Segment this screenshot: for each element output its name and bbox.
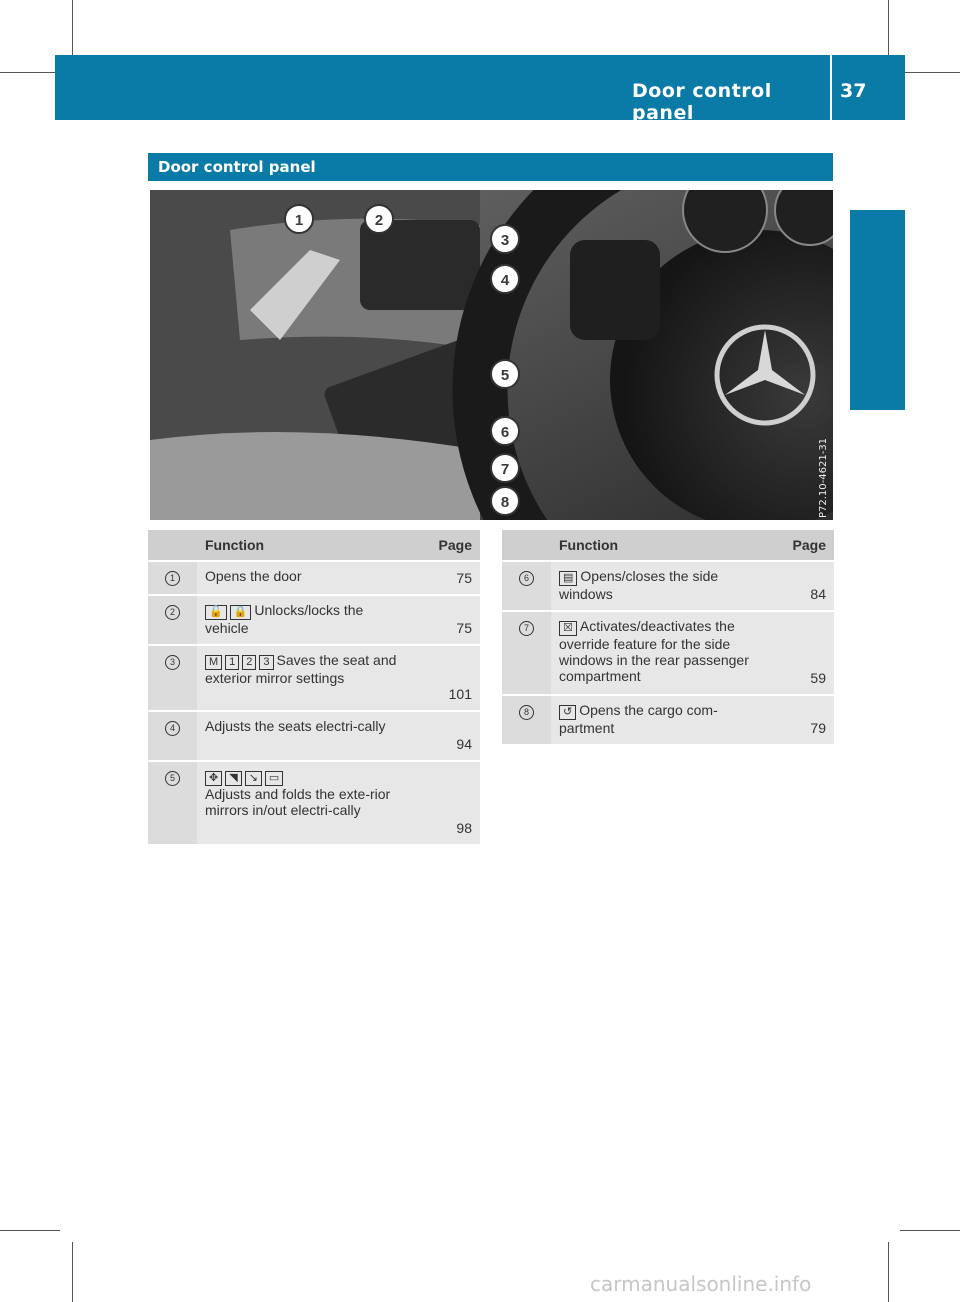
crop-mark [0, 72, 60, 73]
crop-mark [900, 72, 960, 73]
crop-mark [0, 1230, 60, 1231]
memory-m-button: M [205, 655, 222, 670]
row-number: 6 [502, 562, 551, 612]
row-function: ↺ Opens the cargo com-partment [551, 696, 772, 746]
row-number: 8 [502, 696, 551, 746]
crop-mark [72, 1242, 73, 1302]
fold-mirror-icon: ▭ [265, 771, 283, 786]
row-page: 94 [418, 712, 480, 762]
row-page: 101 [418, 646, 480, 712]
table-row [502, 612, 834, 696]
callout-4: 4 [490, 264, 520, 294]
window-icon: ▤ [559, 571, 577, 586]
table-header-row [502, 530, 834, 562]
crop-mark [72, 0, 73, 60]
row-function: ☒ Activates/deactivates the override feature for the side windows in the rear passenger compartment [551, 612, 772, 696]
figure-reference: P72.10-4621-31 [818, 437, 829, 518]
row-number: 4 [148, 712, 197, 762]
page-number: 37 [840, 80, 867, 102]
lock-icon: 🔒 [230, 605, 252, 620]
table-row [148, 712, 480, 762]
memory-1-button: 1 [225, 655, 239, 670]
table-row [148, 646, 480, 712]
row-number: 2 [148, 596, 197, 646]
row-number: 7 [502, 612, 551, 696]
function-table-right [502, 530, 834, 746]
col-page-header: Page [772, 530, 834, 562]
watermark: carmanualsonline.info [590, 1272, 812, 1296]
page-header-title: Door control panel [632, 80, 772, 124]
row-page: 59 [772, 612, 834, 696]
callout-1: 1 [284, 204, 314, 234]
chapter-label: At a glance [848, 265, 873, 410]
row-function: ▤ Opens/closes the side windows [551, 562, 772, 612]
function-table-left [148, 530, 480, 846]
row-function: 🔓 🔒 Unlocks/locks the vehicle [197, 596, 418, 646]
row-page: 75 [418, 562, 480, 596]
memory-3-button: 3 [259, 655, 273, 670]
callout-2: 2 [364, 204, 394, 234]
memory-2-button: 2 [242, 655, 256, 670]
row-page: 79 [772, 696, 834, 746]
table-row [148, 562, 480, 596]
callout-7: 7 [490, 453, 520, 483]
unlock-icon: 🔓 [205, 605, 227, 620]
row-page: 98 [418, 762, 480, 846]
row-page: 84 [772, 562, 834, 612]
mirror-right-icon: ↘ [245, 771, 262, 786]
col-function-header: Function [197, 530, 418, 562]
table-header-row [148, 530, 480, 562]
col-num-header [148, 530, 197, 562]
crop-mark [888, 0, 889, 60]
row-number: 3 [148, 646, 197, 712]
col-function-header: Function [551, 530, 772, 562]
header-separator [830, 55, 832, 120]
col-num-header [502, 530, 551, 562]
table-row [502, 562, 834, 612]
table-row [148, 762, 480, 846]
callout-5: 5 [490, 359, 520, 389]
row-function: Adjusts the seats electri-cally [197, 712, 418, 762]
row-function: Opens the door [197, 562, 418, 596]
table-row [502, 696, 834, 746]
callout-6: 6 [490, 416, 520, 446]
callout-3: 3 [490, 224, 520, 254]
override-icon: ☒ [559, 621, 577, 636]
row-function: M 1 2 3 Saves the seat and exterior mirror settings [197, 646, 418, 712]
row-number: 5 [148, 762, 197, 846]
col-page-header: Page [418, 530, 480, 562]
crop-mark [900, 1230, 960, 1231]
mirror-left-icon: ◥ [225, 771, 241, 786]
cross-arrows-icon: ✥ [205, 771, 222, 786]
row-page: 75 [418, 596, 480, 646]
table-row [148, 596, 480, 646]
row-function: ✥ ◥ ↘ ▭ Adjusts and folds the exte-rior mirrors in/out electri-cally [197, 762, 418, 846]
section-title: Door control panel [158, 158, 316, 176]
row-number: 1 [148, 562, 197, 596]
callout-8: 8 [490, 486, 520, 516]
tailgate-icon: ↺ [559, 705, 576, 720]
